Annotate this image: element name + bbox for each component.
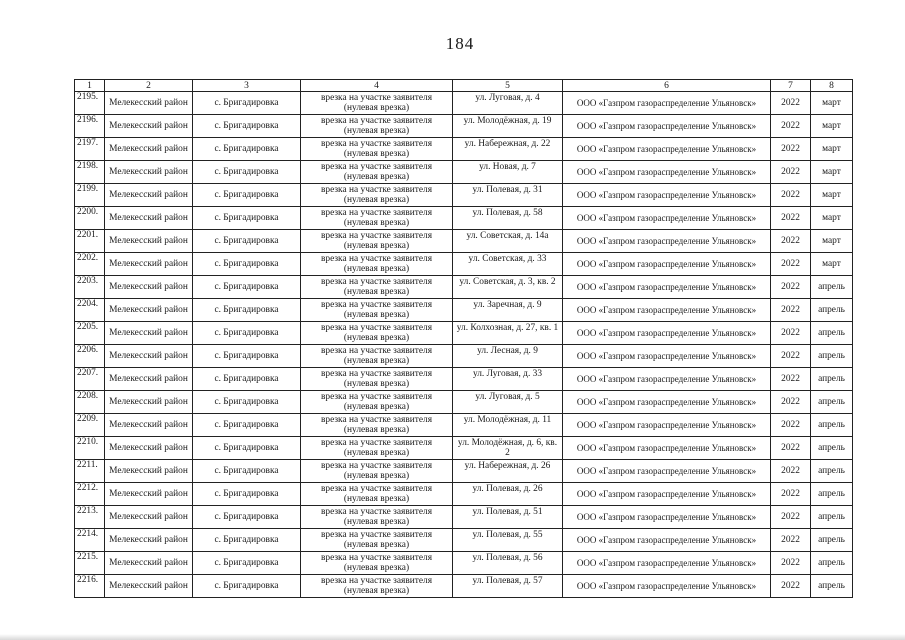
- year-cell: 2022: [771, 414, 811, 437]
- settlement-cell: с. Бригадировка: [193, 483, 301, 506]
- table-row: [75, 184, 853, 207]
- district-cell: Мелекесский район: [105, 345, 193, 368]
- column-header-8: 8: [811, 80, 853, 92]
- work-type-cell: врезка на участке заявителя (нулевая врезка): [301, 345, 453, 368]
- column-header-4: 4: [301, 80, 453, 92]
- table-row: [75, 575, 853, 598]
- work-type-cell: врезка на участке заявителя (нулевая врезка): [301, 483, 453, 506]
- district-cell: Мелекесский район: [105, 368, 193, 391]
- district-cell: Мелекесский район: [105, 322, 193, 345]
- table-row: [75, 506, 853, 529]
- month-cell: апрель: [811, 460, 853, 483]
- table-row: [75, 529, 853, 552]
- address-cell: ул. Молодёжная, д. 11: [453, 414, 563, 437]
- organization-cell: ООО «Газпром газораспределение Ульяновск»: [563, 506, 771, 529]
- district-cell: Мелекесский район: [105, 253, 193, 276]
- address-cell: ул. Полевая, д. 26: [453, 483, 563, 506]
- settlement-cell: с. Бригадировка: [193, 299, 301, 322]
- district-cell: Мелекесский район: [105, 414, 193, 437]
- settlement-cell: с. Бригадировка: [193, 230, 301, 253]
- table-row: [75, 92, 853, 115]
- table-row: [75, 437, 853, 460]
- settlement-cell: с. Бригадировка: [193, 391, 301, 414]
- month-cell: апрель: [811, 391, 853, 414]
- month-cell: апрель: [811, 483, 853, 506]
- table-header: [75, 80, 853, 92]
- row-number: 2201.: [75, 230, 105, 253]
- settlement-cell: с. Бригадировка: [193, 345, 301, 368]
- row-number: 2214.: [75, 529, 105, 552]
- organization-cell: ООО «Газпром газораспределение Ульяновск»: [563, 161, 771, 184]
- year-cell: 2022: [771, 276, 811, 299]
- settlement-cell: с. Бригадировка: [193, 368, 301, 391]
- address-cell: ул. Колхозная, д. 27, кв. 1: [453, 322, 563, 345]
- address-cell: ул. Набережная, д. 22: [453, 138, 563, 161]
- column-header-3: 3: [193, 80, 301, 92]
- organization-cell: ООО «Газпром газораспределение Ульяновск»: [563, 529, 771, 552]
- table-row: [75, 253, 853, 276]
- month-cell: апрель: [811, 575, 853, 598]
- row-number: 2213.: [75, 506, 105, 529]
- row-number: 2215.: [75, 552, 105, 575]
- month-cell: апрель: [811, 345, 853, 368]
- year-cell: 2022: [771, 460, 811, 483]
- year-cell: 2022: [771, 184, 811, 207]
- organization-cell: ООО «Газпром газораспределение Ульяновск»: [563, 299, 771, 322]
- year-cell: 2022: [771, 207, 811, 230]
- year-cell: 2022: [771, 115, 811, 138]
- address-cell: ул. Лесная, д. 9: [453, 345, 563, 368]
- settlement-cell: с. Бригадировка: [193, 322, 301, 345]
- organization-cell: ООО «Газпром газораспределение Ульяновск»: [563, 276, 771, 299]
- settlement-cell: с. Бригадировка: [193, 115, 301, 138]
- work-type-cell: врезка на участке заявителя (нулевая врезка): [301, 414, 453, 437]
- organization-cell: ООО «Газпром газораспределение Ульяновск»: [563, 322, 771, 345]
- table-row: [75, 345, 853, 368]
- month-cell: апрель: [811, 276, 853, 299]
- district-cell: Мелекесский район: [105, 138, 193, 161]
- table-row: [75, 414, 853, 437]
- row-number: 2209.: [75, 414, 105, 437]
- table-row: [75, 207, 853, 230]
- work-type-cell: врезка на участке заявителя (нулевая врезка): [301, 437, 453, 460]
- organization-cell: ООО «Газпром газораспределение Ульяновск»: [563, 207, 771, 230]
- month-cell: апрель: [811, 529, 853, 552]
- work-type-cell: врезка на участке заявителя (нулевая врезка): [301, 575, 453, 598]
- year-cell: 2022: [771, 506, 811, 529]
- organization-cell: ООО «Газпром газораспределение Ульяновск»: [563, 230, 771, 253]
- address-cell: ул. Луговая, д. 5: [453, 391, 563, 414]
- scan-edge: [0, 634, 905, 640]
- district-cell: Мелекесский район: [105, 483, 193, 506]
- year-cell: 2022: [771, 345, 811, 368]
- year-cell: 2022: [771, 299, 811, 322]
- work-type-cell: врезка на участке заявителя (нулевая врезка): [301, 115, 453, 138]
- address-cell: ул. Полевая, д. 56: [453, 552, 563, 575]
- table-row: [75, 115, 853, 138]
- address-cell: ул. Луговая, д. 4: [453, 92, 563, 115]
- work-type-cell: врезка на участке заявителя (нулевая врезка): [301, 92, 453, 115]
- organization-cell: ООО «Газпром газораспределение Ульяновск»: [563, 391, 771, 414]
- year-cell: 2022: [771, 529, 811, 552]
- month-cell: март: [811, 253, 853, 276]
- page-number: 184: [445, 34, 475, 53]
- work-type-cell: врезка на участке заявителя (нулевая врезка): [301, 253, 453, 276]
- year-cell: 2022: [771, 161, 811, 184]
- settlement-cell: с. Бригадировка: [193, 253, 301, 276]
- table-row: [75, 322, 853, 345]
- row-number: 2207.: [75, 368, 105, 391]
- address-cell: ул. Молодёжная, д. 6, кв. 2: [453, 437, 563, 460]
- organization-cell: ООО «Газпром газораспределение Ульяновск»: [563, 184, 771, 207]
- table-row: [75, 138, 853, 161]
- month-cell: апрель: [811, 322, 853, 345]
- month-cell: апрель: [811, 437, 853, 460]
- column-header-6: 6: [563, 80, 771, 92]
- work-type-cell: врезка на участке заявителя (нулевая врезка): [301, 184, 453, 207]
- settlement-cell: с. Бригадировка: [193, 437, 301, 460]
- address-cell: ул. Полевая, д. 51: [453, 506, 563, 529]
- month-cell: март: [811, 184, 853, 207]
- work-type-cell: врезка на участке заявителя (нулевая врезка): [301, 460, 453, 483]
- header-row: [75, 80, 853, 92]
- address-cell: ул. Набережная, д. 26: [453, 460, 563, 483]
- work-type-cell: врезка на участке заявителя (нулевая врезка): [301, 552, 453, 575]
- document-table: [74, 79, 853, 598]
- address-cell: ул. Луговая, д. 33: [453, 368, 563, 391]
- district-cell: Мелекесский район: [105, 161, 193, 184]
- year-cell: 2022: [771, 391, 811, 414]
- district-cell: Мелекесский район: [105, 207, 193, 230]
- table-row: [75, 460, 853, 483]
- district-cell: Мелекесский район: [105, 552, 193, 575]
- district-cell: Мелекесский район: [105, 391, 193, 414]
- year-cell: 2022: [771, 368, 811, 391]
- row-number: 2206.: [75, 345, 105, 368]
- row-number: 2216.: [75, 575, 105, 598]
- settlement-cell: с. Бригадировка: [193, 506, 301, 529]
- settlement-cell: с. Бригадировка: [193, 138, 301, 161]
- address-cell: ул. Полевая, д. 31: [453, 184, 563, 207]
- organization-cell: ООО «Газпром газораспределение Ульяновск»: [563, 483, 771, 506]
- row-number: 2204.: [75, 299, 105, 322]
- table-row: [75, 391, 853, 414]
- column-header-1: 1: [75, 80, 105, 92]
- address-cell: ул. Заречная, д. 9: [453, 299, 563, 322]
- organization-cell: ООО «Газпром газораспределение Ульяновск»: [563, 92, 771, 115]
- year-cell: 2022: [771, 92, 811, 115]
- year-cell: 2022: [771, 322, 811, 345]
- settlement-cell: с. Бригадировка: [193, 161, 301, 184]
- settlement-cell: с. Бригадировка: [193, 184, 301, 207]
- table-row: [75, 276, 853, 299]
- month-cell: март: [811, 115, 853, 138]
- month-cell: апрель: [811, 299, 853, 322]
- address-cell: ул. Советская, д. 3, кв. 2: [453, 276, 563, 299]
- year-cell: 2022: [771, 552, 811, 575]
- district-cell: Мелекесский район: [105, 115, 193, 138]
- month-cell: март: [811, 207, 853, 230]
- month-cell: апрель: [811, 368, 853, 391]
- settlement-cell: с. Бригадировка: [193, 552, 301, 575]
- settlement-cell: с. Бригадировка: [193, 276, 301, 299]
- row-number: 2203.: [75, 276, 105, 299]
- work-type-cell: врезка на участке заявителя (нулевая врезка): [301, 368, 453, 391]
- row-number: 2200.: [75, 207, 105, 230]
- address-cell: ул. Полевая, д. 57: [453, 575, 563, 598]
- district-cell: Мелекесский район: [105, 437, 193, 460]
- district-cell: Мелекесский район: [105, 506, 193, 529]
- work-type-cell: врезка на участке заявителя (нулевая врезка): [301, 161, 453, 184]
- row-number: 2208.: [75, 391, 105, 414]
- table-row: [75, 230, 853, 253]
- row-number: 2205.: [75, 322, 105, 345]
- address-cell: ул. Полевая, д. 58: [453, 207, 563, 230]
- month-cell: март: [811, 92, 853, 115]
- organization-cell: ООО «Газпром газораспределение Ульяновск»: [563, 414, 771, 437]
- district-cell: Мелекесский район: [105, 230, 193, 253]
- month-cell: апрель: [811, 506, 853, 529]
- organization-cell: ООО «Газпром газораспределение Ульяновск»: [563, 253, 771, 276]
- address-cell: ул. Молодёжная, д. 19: [453, 115, 563, 138]
- table-row: [75, 299, 853, 322]
- month-cell: март: [811, 138, 853, 161]
- table-body: [75, 92, 853, 598]
- settlement-cell: с. Бригадировка: [193, 92, 301, 115]
- address-cell: ул. Советская, д. 33: [453, 253, 563, 276]
- work-type-cell: врезка на участке заявителя (нулевая врезка): [301, 529, 453, 552]
- table-row: [75, 161, 853, 184]
- district-cell: Мелекесский район: [105, 184, 193, 207]
- table-row: [75, 483, 853, 506]
- organization-cell: ООО «Газпром газораспределение Ульяновск»: [563, 575, 771, 598]
- work-type-cell: врезка на участке заявителя (нулевая врезка): [301, 506, 453, 529]
- organization-cell: ООО «Газпром газораспределение Ульяновск»: [563, 345, 771, 368]
- work-type-cell: врезка на участке заявителя (нулевая врезка): [301, 391, 453, 414]
- organization-cell: ООО «Газпром газораспределение Ульяновск»: [563, 368, 771, 391]
- row-number: 2211.: [75, 460, 105, 483]
- settlement-cell: с. Бригадировка: [193, 414, 301, 437]
- column-header-5: 5: [453, 80, 563, 92]
- organization-cell: ООО «Газпром газораспределение Ульяновск»: [563, 115, 771, 138]
- district-cell: Мелекесский район: [105, 92, 193, 115]
- address-cell: ул. Советская, д. 14а: [453, 230, 563, 253]
- year-cell: 2022: [771, 230, 811, 253]
- row-number: 2212.: [75, 483, 105, 506]
- year-cell: 2022: [771, 575, 811, 598]
- work-type-cell: врезка на участке заявителя (нулевая врезка): [301, 230, 453, 253]
- organization-cell: ООО «Газпром газораспределение Ульяновск»: [563, 138, 771, 161]
- district-cell: Мелекесский район: [105, 460, 193, 483]
- table-row: [75, 368, 853, 391]
- row-number: 2195.: [75, 92, 105, 115]
- month-cell: апрель: [811, 552, 853, 575]
- table-row: [75, 552, 853, 575]
- month-cell: март: [811, 230, 853, 253]
- row-number: 2196.: [75, 115, 105, 138]
- row-number: 2202.: [75, 253, 105, 276]
- settlement-cell: с. Бригадировка: [193, 460, 301, 483]
- year-cell: 2022: [771, 483, 811, 506]
- row-number: 2198.: [75, 161, 105, 184]
- work-type-cell: врезка на участке заявителя (нулевая врезка): [301, 138, 453, 161]
- column-header-2: 2: [105, 80, 193, 92]
- month-cell: апрель: [811, 414, 853, 437]
- district-cell: Мелекесский район: [105, 575, 193, 598]
- work-type-cell: врезка на участке заявителя (нулевая врезка): [301, 207, 453, 230]
- organization-cell: ООО «Газпром газораспределение Ульяновск»: [563, 460, 771, 483]
- month-cell: март: [811, 161, 853, 184]
- settlement-cell: с. Бригадировка: [193, 575, 301, 598]
- district-cell: Мелекесский район: [105, 276, 193, 299]
- year-cell: 2022: [771, 253, 811, 276]
- settlement-cell: с. Бригадировка: [193, 207, 301, 230]
- column-header-7: 7: [771, 80, 811, 92]
- district-cell: Мелекесский район: [105, 299, 193, 322]
- organization-cell: ООО «Газпром газораспределение Ульяновск»: [563, 437, 771, 460]
- row-number: 2197.: [75, 138, 105, 161]
- address-cell: ул. Полевая, д. 55: [453, 529, 563, 552]
- year-cell: 2022: [771, 437, 811, 460]
- row-number: 2210.: [75, 437, 105, 460]
- work-type-cell: врезка на участке заявителя (нулевая врезка): [301, 276, 453, 299]
- district-cell: Мелекесский район: [105, 529, 193, 552]
- organization-cell: ООО «Газпром газораспределение Ульяновск»: [563, 552, 771, 575]
- address-cell: ул. Новая, д. 7: [453, 161, 563, 184]
- work-type-cell: врезка на участке заявителя (нулевая врезка): [301, 322, 453, 345]
- year-cell: 2022: [771, 138, 811, 161]
- row-number: 2199.: [75, 184, 105, 207]
- settlement-cell: с. Бригадировка: [193, 529, 301, 552]
- work-type-cell: врезка на участке заявителя (нулевая врезка): [301, 299, 453, 322]
